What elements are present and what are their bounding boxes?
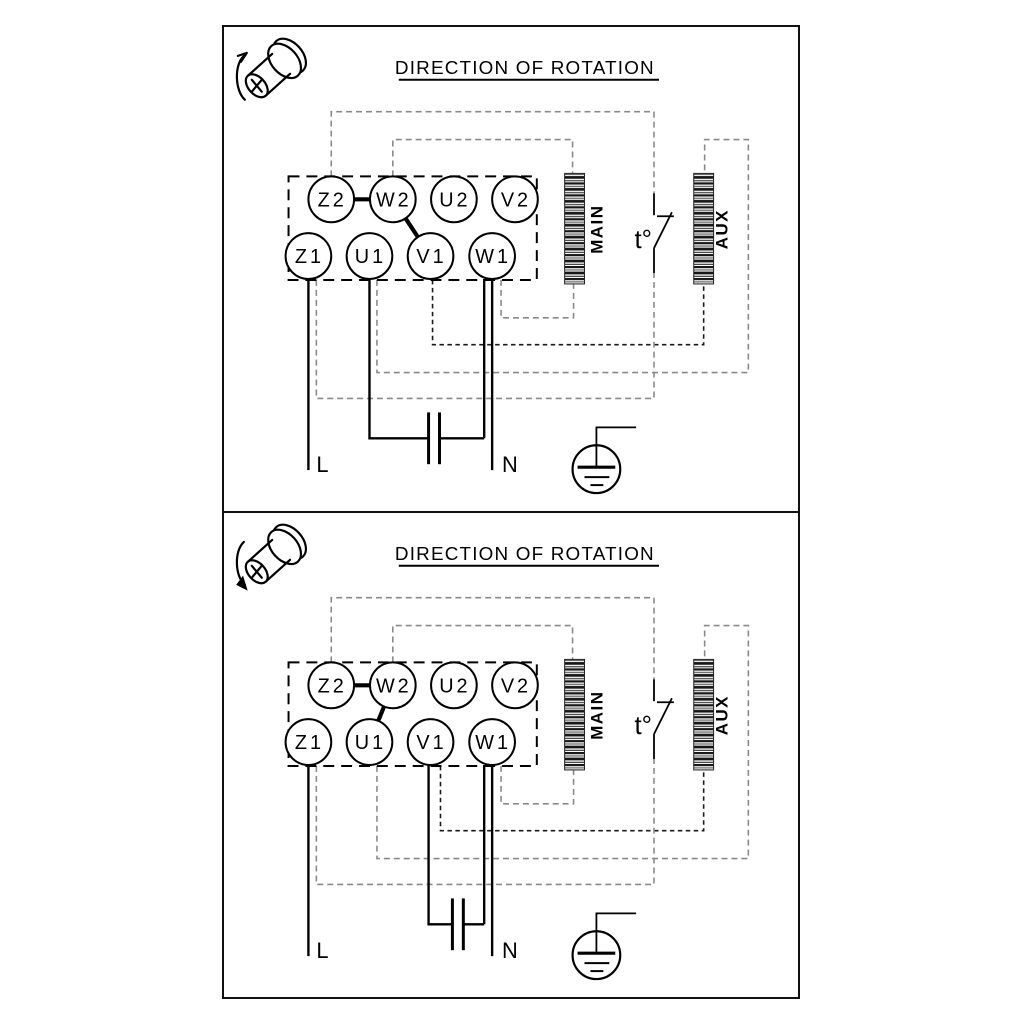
svg-text:U2: U2 [439, 675, 471, 698]
wire-v1-to-capacitor [429, 765, 453, 924]
svg-text:Z1: Z1 [294, 246, 324, 269]
thermal-switch-label: t° [634, 712, 653, 741]
svg-text:W1: W1 [475, 246, 511, 269]
svg-text:W1: W1 [475, 732, 511, 755]
thermal-switch [635, 193, 674, 273]
panel-2-drawing [224, 513, 798, 997]
shaft-rotation-arrow-down-icon [237, 518, 313, 589]
neutral-label: N [502, 938, 518, 964]
svg-text:V2: V2 [500, 189, 532, 212]
thermal-switch [635, 679, 674, 759]
terminal-w2 [370, 662, 416, 708]
protective-earth-icon [573, 427, 637, 493]
terminal-v1 [408, 719, 454, 765]
rotation-panel-2 [224, 511, 798, 997]
svg-text:V1: V1 [416, 246, 447, 269]
aux-winding-label: AUX [712, 209, 732, 250]
terminal-u2 [431, 662, 477, 708]
bridge-w2-u1 [378, 707, 384, 721]
wire-w2-to-main-top [393, 626, 573, 663]
aux-winding-label: AUX [712, 695, 732, 736]
terminal-w1 [469, 719, 515, 765]
terminal-u2 [431, 176, 477, 222]
diagram-frame [222, 25, 800, 999]
terminal-z1 [286, 719, 332, 765]
main-winding [565, 173, 607, 284]
svg-text:Z1: Z1 [294, 732, 324, 755]
terminal-z2 [308, 176, 354, 222]
terminal-w1 [469, 233, 515, 279]
protective-earth-icon [573, 913, 637, 979]
wire-v1-to-aux-bottom [440, 766, 703, 831]
terminal-z1 [286, 233, 332, 279]
wire-v1-to-aux-bottom [433, 280, 704, 345]
main-winding-label: MAIN [587, 204, 607, 254]
rotation-panel-1 [224, 27, 798, 511]
page-title: DIRECTION OF ROTATION [394, 57, 655, 79]
terminal-w2 [370, 176, 416, 222]
aux-winding [694, 659, 732, 770]
line-label: L [316, 938, 329, 964]
svg-text:V1: V1 [416, 732, 447, 755]
thermal-switch-label: t° [634, 226, 653, 255]
svg-text:U1: U1 [354, 732, 387, 755]
terminal-u1 [347, 233, 393, 279]
svg-text:V2: V2 [500, 675, 532, 698]
aux-winding [694, 173, 732, 284]
neutral-label: N [502, 452, 518, 478]
capacitor [429, 412, 440, 464]
terminal-v2 [492, 662, 538, 708]
svg-text:W2: W2 [375, 675, 412, 698]
terminal-z2 [308, 662, 354, 708]
svg-text:W2: W2 [375, 189, 412, 212]
terminal-v2 [492, 176, 538, 222]
svg-text:U2: U2 [439, 189, 471, 212]
terminal-u1 [347, 719, 393, 765]
panel-1-drawing [224, 27, 798, 511]
wire-u1-to-capacitor [369, 279, 428, 438]
wire-w1-to-main-bottom [501, 280, 573, 318]
page-title: DIRECTION OF ROTATION [394, 543, 655, 565]
wire-w1-to-main-bottom [501, 766, 573, 804]
capacitor [452, 898, 463, 950]
svg-text:U1: U1 [354, 246, 387, 269]
main-winding-label: MAIN [587, 690, 607, 740]
main-winding [565, 659, 607, 770]
line-label: L [316, 452, 329, 478]
bridge-w2-v1 [406, 218, 418, 237]
wire-w2-to-main-top [393, 140, 573, 177]
svg-text:Z2: Z2 [317, 189, 347, 212]
svg-text:Z2: Z2 [317, 675, 347, 698]
terminal-v1 [408, 233, 454, 279]
shaft-rotation-arrow-up-icon [237, 32, 313, 101]
